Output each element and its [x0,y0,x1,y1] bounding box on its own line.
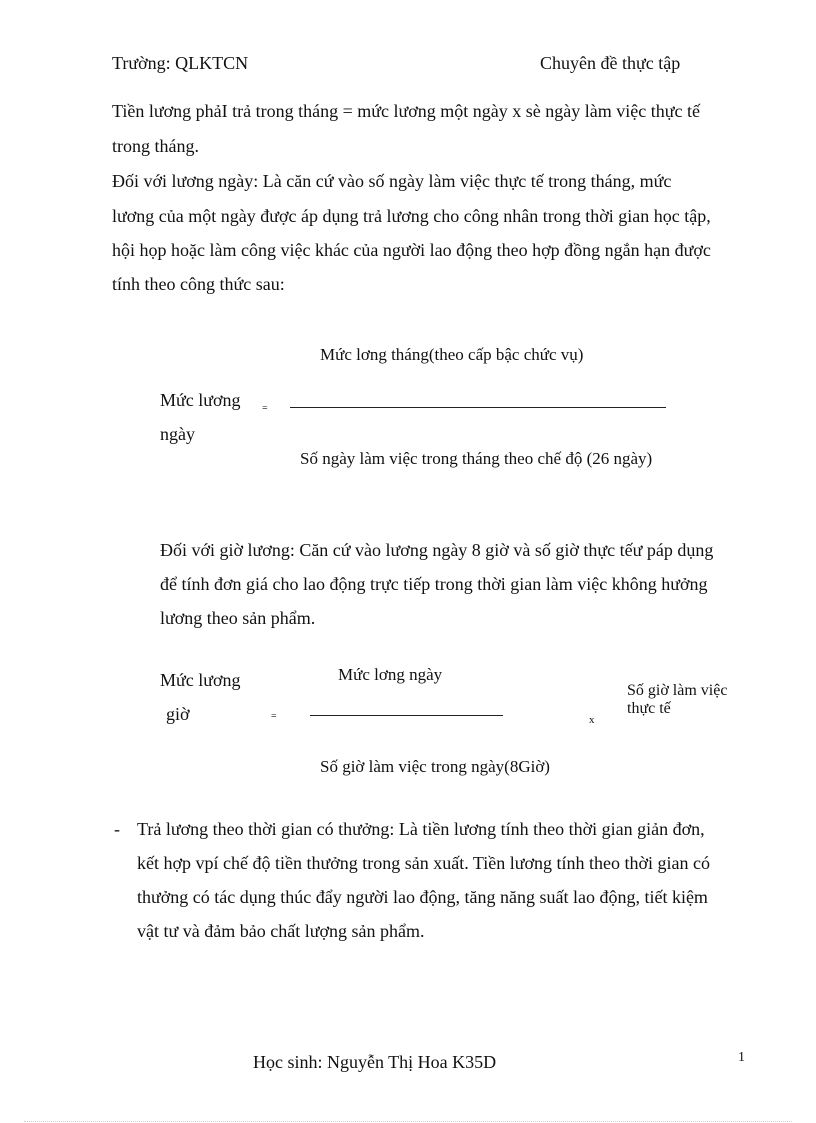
formula-lhs-line1: Mức lương [160,670,241,690]
text-line: lương theo sản phẩm. [160,608,316,628]
formula-rhs-line1: Số giờ làm việc [627,682,728,699]
header-title: Chuyên đề thực tập [540,53,681,73]
formula-lhs-line2: ngày [160,424,195,444]
footer-student: Học sinh: Nguyễn Thị Hoa K35D [253,1052,497,1072]
text-line: Đối với giờ lương: Căn cứ vào lương ngày 8 giờ và số giờ thực tếư páp dụng [160,540,714,560]
header-school: Trường: QLKTCN [112,53,249,73]
fraction-bar [290,407,666,408]
text-line: Tiền lương phảI trả trong tháng = mức lương một ngày x sè ngày làm việc thực tế [112,101,700,121]
text-line: Trả lương theo thời gian có thưởng: Là tiền lương tính theo thời gian giản đơn, [137,819,705,839]
text-line: kết hợp vpí chế độ tiền thưởng trong sản xuất. Tiền lương tính theo thời gian có [137,853,711,873]
formula-numerator: Mức lơng tháng(theo cấp bậc chức vụ) [320,345,584,364]
text-line: để tính đơn giá cho lao động trực tiếp trong thời gian làm việc không hưởng [160,574,708,594]
text-line: tính theo công thức sau: [112,274,285,294]
text-line: vật tư và đảm bảo chất lượng sản phẩm. [137,921,425,941]
equals-sign: = [262,403,268,414]
formula-denominator: Số ngày làm việc trong tháng theo chế độ (26 ngày) [300,449,653,468]
page-edge-divider [24,1121,792,1122]
formula-lhs-line1: Mức lương [160,390,241,410]
equals-sign: = [271,711,277,722]
formula-lhs-line2: giờ [166,704,190,724]
text-line: thưởng có tác dụng thúc đẩy người lao động, tăng năng suất lao động, tiết kiệm [137,887,708,907]
text-line: lương của một ngày được áp dụng trả lương cho công nhân trong thời gian học tập, [112,206,711,226]
formula-denominator: Số giờ làm việc trong ngày(8Giờ) [320,757,550,776]
bullet-marker: - [114,819,120,839]
times-sign: x [589,714,595,726]
text-line: trong tháng. [112,136,199,156]
fraction-bar [310,715,503,716]
formula-rhs-line2: thực tế [627,700,671,717]
text-line: Đối với lương ngày: Là căn cứ vào số ngày làm việc thực tế trong tháng, mức [112,171,672,191]
page-number: 1 [738,1050,745,1065]
text-line: hội họp hoặc làm công việc khác của người lao động theo hợp đồng ngắn hạn được [112,240,711,260]
formula-numerator: Mức lơng ngày [338,665,443,684]
